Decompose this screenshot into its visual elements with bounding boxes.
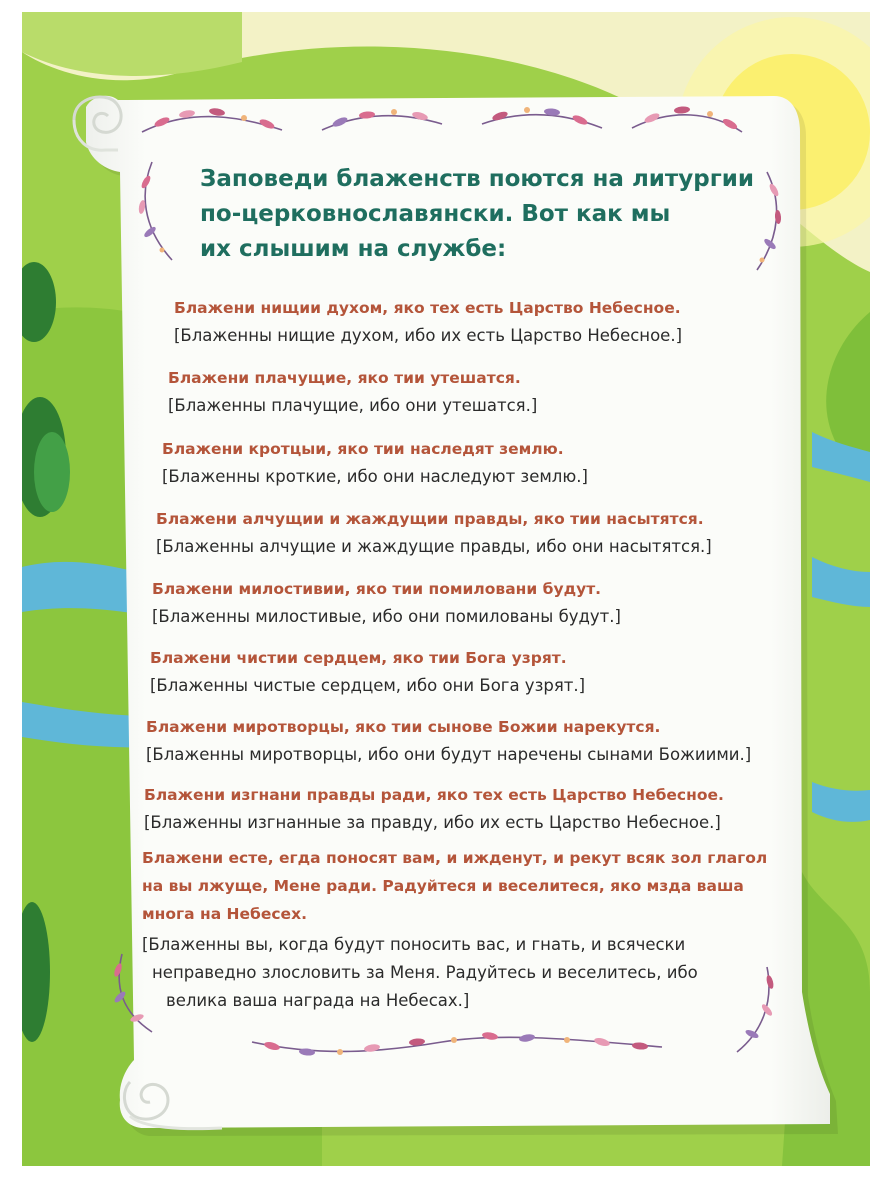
russian-line: [Блаженны вы, когда будут поносить вас, и гнать, и всячески [142, 935, 686, 954]
beatitude-2 [168, 367, 868, 420]
church-slavonic-text: Блажени алчущии и жаждущии правды, яко тии насытятся. [156, 510, 704, 528]
russian-translation [142, 931, 792, 1015]
russian-translation: [Блаженны плачущие, ибо они утешатся.] [168, 396, 538, 415]
russian-translation: [Блаженны милостивые, ибо они помилованы будут.] [152, 607, 621, 626]
beatitude-5 [152, 578, 852, 631]
russian-line: велика ваша награда на Небесах.] [166, 991, 470, 1010]
church-slavonic-text: Блажени милостивии, яко тии помиловани будут. [152, 580, 602, 598]
church-slavonic-line: многа на Небесех. [142, 905, 307, 923]
beatitude-4 [156, 508, 856, 561]
beatitude-3 [162, 438, 862, 491]
russian-translation: [Блаженны изгнанные за правду, ибо их есть Царство Небесное.] [144, 813, 721, 832]
church-slavonic-text: Блажени изгнани правды ради, яко тех есть Царство Небесное. [144, 786, 724, 804]
church-slavonic-text: Блажени чистии сердцем, яко тии Бога узрят. [150, 649, 567, 667]
church-slavonic-text: Блажени миротворцы, яко тии сынове Божии нарекутся. [146, 718, 661, 736]
intro-line: их слышим на службе: [200, 236, 507, 262]
russian-translation: [Блаженны алчущие и жаждущие правды, ибо они насытятся.] [156, 537, 712, 556]
beatitude-6 [150, 647, 850, 700]
intro-heading [200, 162, 760, 267]
russian-translation: [Блаженны миротворцы, ибо они будут наречены сынами Божиими.] [146, 745, 752, 764]
church-slavonic-text: Блажени кротцыи, яко тии наследят землю. [162, 440, 564, 458]
scroll-content [22, 12, 870, 1166]
russian-line: неправедно злословить за Меня. Радуйтесь и веселитесь, ибо [152, 963, 698, 982]
church-slavonic-text [142, 847, 792, 925]
church-slavonic-line: Блажени есте, егда поносят вам, и ижденут, и рекут всяк зол глагол [142, 849, 768, 867]
russian-translation: [Блаженны нищие духом, ибо их есть Царство Небесное.] [174, 326, 683, 345]
page-frame [22, 12, 870, 1166]
intro-line: Заповеди блаженств поются на литургии [200, 166, 754, 192]
russian-translation: [Блаженны кроткие, ибо они наследуют землю.] [162, 467, 588, 486]
beatitude-7 [146, 716, 846, 769]
beatitude-8 [144, 784, 844, 837]
church-slavonic-line: на вы лжуще, Мене ради. Радуйтеся и веселитеся, яко мзда ваша [142, 877, 744, 895]
beatitude-1 [174, 297, 870, 350]
church-slavonic-text: Блажени нищии духом, яко тех есть Царство Небесное. [174, 299, 681, 317]
church-slavonic-text: Блажени плачущие, яко тии утешатся. [168, 369, 521, 387]
russian-translation: [Блаженны чистые сердцем, ибо они Бога узрят.] [150, 676, 586, 695]
intro-line: по-церковнославянски. Вот как мы [200, 201, 671, 227]
beatitude-9 [142, 847, 792, 1015]
